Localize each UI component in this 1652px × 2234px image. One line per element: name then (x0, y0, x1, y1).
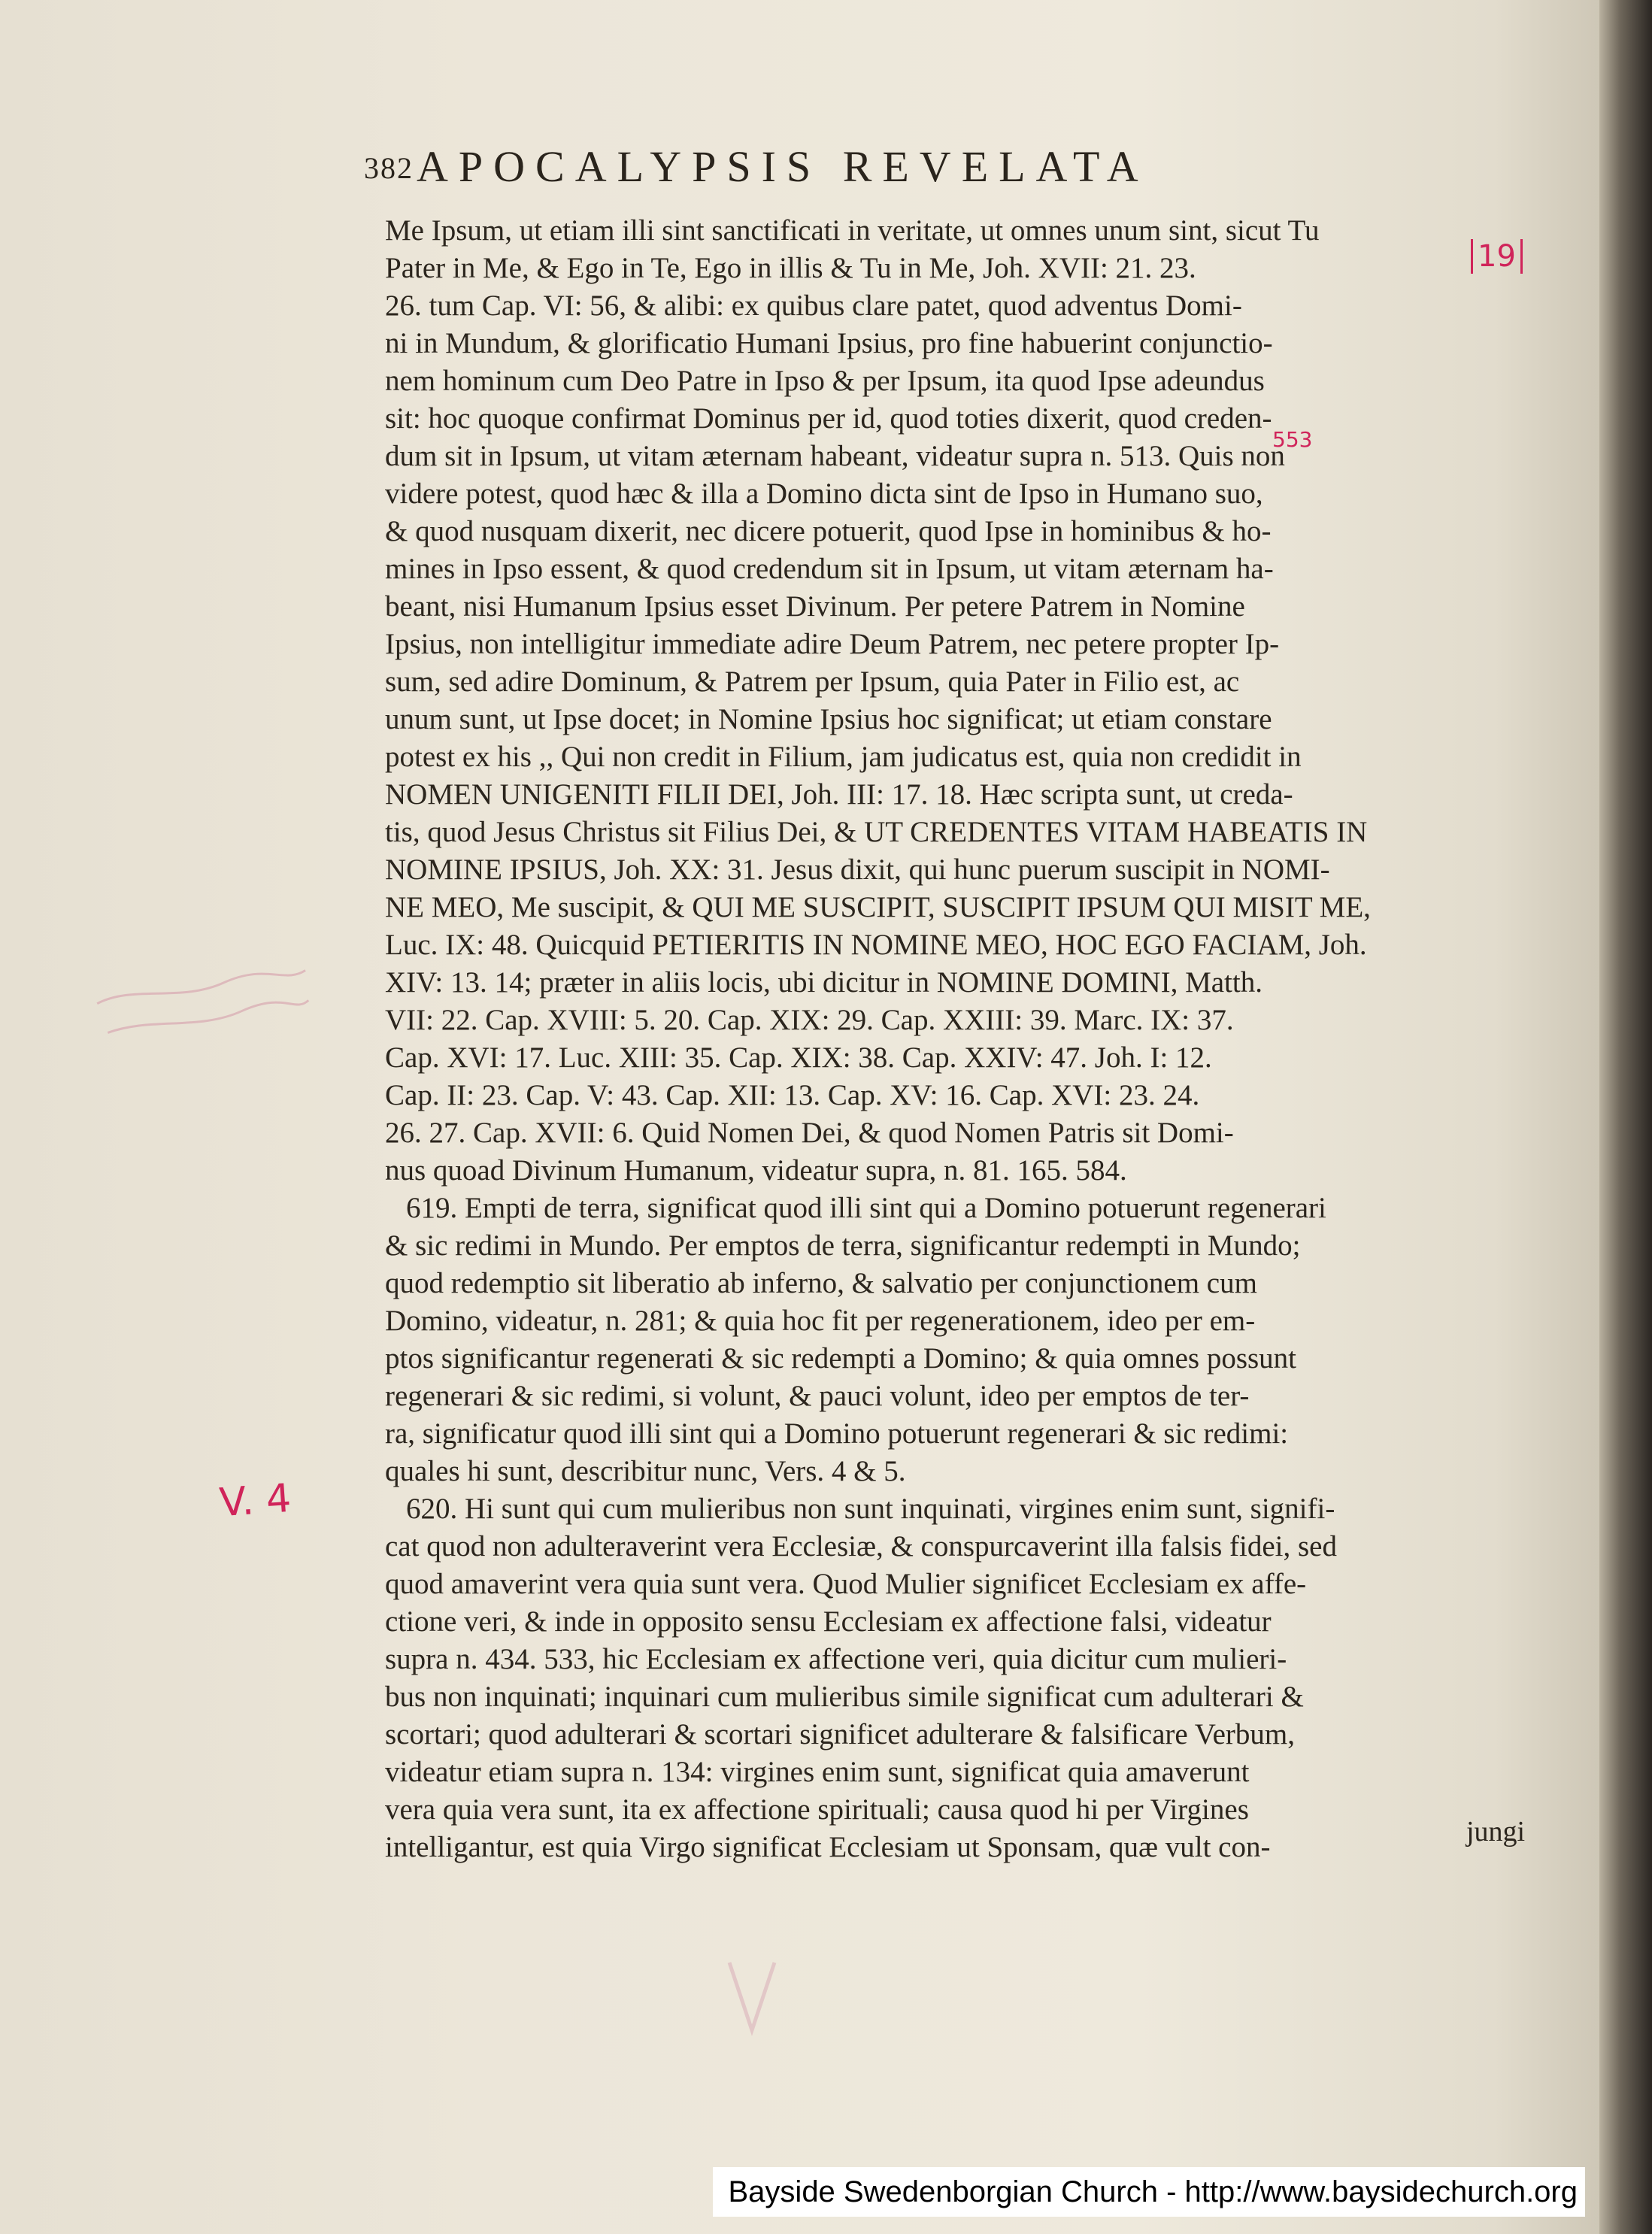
text-line: VII: 22. Cap. XVIII: 5. 20. Cap. XIX: 29. Cap. XXIII: 39. Marc. IX: 37. (385, 1004, 1234, 1036)
text-line: 619. Empti de terra, significat quod illi sint qui a Domino potuerunt regenerari (406, 1192, 1326, 1224)
text-line: Cap. II: 23. Cap. V: 43. Cap. XII: 13. Cap. XV: 16. Cap. XVI: 23. 24. (385, 1079, 1200, 1111)
text-line: Cap. XVI: 17. Luc. XIII: 35. Cap. XIX: 38. Cap. XXIV: 47. Joh. I: 12. (385, 1041, 1212, 1074)
text-line: potest ex his ,, Qui non credit in Filium, jam judicatus est, quia non credidit in (385, 741, 1302, 773)
text-line: sit: hoc quoque confirmat Dominus per id, quod toties dixerit, quod creden- (385, 402, 1272, 435)
verse-annotation: V. 4 (218, 1475, 293, 1526)
text-line: Pater in Me, & Ego in Te, Ego in illis & Tu in Me, Joh. XVII: 21. 23. (385, 252, 1196, 284)
running-title: APOCALYPSIS REVELATA (417, 142, 1149, 191)
text-line: NOMEN UNIGENITI FILII DEI, Joh. III: 17. 18. Hæc scripta sunt, ut creda- (385, 778, 1293, 811)
page-number: 382 (364, 151, 414, 185)
text-line: vera quia vera sunt, ita ex affectione spirituali; causa quod hi per Virgines (385, 1793, 1249, 1826)
margin-annotation-number: 19 (1471, 239, 1523, 274)
text-line: beant, nisi Humanum Ipsius esset Divinum. Per petere Patrem in Nomine (385, 590, 1245, 623)
text-line: Luc. IX: 48. Quicquid PETIERITIS IN NOMINE MEO, HOC EGO FACIAM, Joh. (385, 929, 1367, 961)
text-line: mines in Ipso essent, & quod credendum sit in Ipsum, ut vitam æternam ha- (385, 553, 1274, 585)
text-line: intelligantur, est quia Virgo significat Ecclesiam ut Sponsam, quæ vult con- (385, 1831, 1271, 1863)
text-line: quales hi sunt, describitur nunc, Vers. 4 & 5. (385, 1455, 906, 1487)
text-line: cat quod non adulteraverint vera Ecclesiæ, & conspurcaverint illa falsis fidei, sed (385, 1530, 1337, 1563)
text-line: supra n. 434. 533, hic Ecclesiam ex affectione veri, quia dicitur cum mulieri- (385, 1643, 1287, 1675)
catchword: jungi (1466, 1816, 1526, 1848)
text-line: Me Ipsum, ut etiam illi sint sanctificati in veritate, ut omnes unum sint, sicut Tu (385, 214, 1320, 247)
text-line: unum sunt, ut Ipse docet; in Nomine Ipsius hoc significat; ut etiam constare (385, 703, 1272, 735)
text-line: scortari; quod adulterari & scortari significet adulterare & falsificare Verbum, (385, 1718, 1295, 1751)
text-line: nem hominum cum Deo Patre in Ipso & per Ipsum, ita quod Ipse adeundus (385, 365, 1265, 397)
text-line: Ipsius, non intelligitur immediate adire Deum Patrem, nec petere propter Ip- (385, 628, 1280, 660)
text-line: Domino, videatur, n. 281; & quia hoc fit per regenerationem, ideo per em- (385, 1305, 1256, 1337)
text-line: ni in Mundum, & glorificatio Humani Ipsius, pro fine habuerint conjunctio- (385, 327, 1273, 359)
text-line: regenerari & sic redimi, si volunt, & pauci volunt, ideo per emptos de ter- (385, 1380, 1250, 1412)
text-line: videre potest, quod hæc & illa a Domino dicta sint de Ipso in Humano suo, (385, 477, 1263, 510)
text-line: ptos significantur regenerati & sic redempti a Domino; & quia omnes possunt (385, 1342, 1297, 1375)
text-line: tis, quod Jesus Christus sit Filius Dei, & UT CREDENTES VITAM HABEATIS IN (385, 816, 1368, 848)
text-line: quod amaverint vera quia sunt vera. Quod Mulier significet Ecclesiam ex affe- (385, 1568, 1307, 1600)
text-line: NOMINE IPSIUS, Joh. XX: 31. Jesus dixit, qui hunc puerum suscipit in NOMI- (385, 853, 1330, 886)
text-line: ra, significatur quod illi sint qui a Domino potuerunt regenerari & sic redimi: (385, 1417, 1289, 1450)
faded-v-mark (722, 1955, 782, 2054)
faded-margin-scribble (87, 959, 319, 1050)
text-line: 620. Hi sunt qui cum mulieribus non sunt inquinati, virgines enim sunt, signifi- (406, 1493, 1335, 1525)
text-line: & quod nusquam dixerit, nec dicere potuerit, quod Ipse in hominibus & ho- (385, 515, 1272, 547)
text-line: NE MEO, Me suscipit, & QUI ME SUSCIPIT, SUSCIPIT IPSUM QUI MISIT ME, (385, 891, 1371, 923)
text-line: sum, sed adire Dominum, & Patrem per Ipsum, quia Pater in Filio est, ac (385, 665, 1240, 698)
text-line: quod redemptio sit liberatio ab inferno, & salvatio per conjunctionem cum (385, 1267, 1257, 1299)
text-line: videatur etiam supra n. 134: virgines enim sunt, significat quia amaverunt (385, 1756, 1250, 1788)
text-line: dum sit in Ipsum, ut vitam æternam habeant, videatur supra n. 513. Quis non (385, 440, 1285, 472)
text-line: bus non inquinati; inquinari cum mulieribus simile significat cum adulterari & (385, 1681, 1304, 1713)
text-line: 26. 27. Cap. XVII: 6. Quid Nomen Dei, & quod Nomen Patris sit Domi- (385, 1117, 1234, 1149)
text-line: & sic redimi in Mundo. Per emptos de terra, significantur redempti in Mundo; (385, 1229, 1301, 1262)
interlinear-annotation-number: 553 (1272, 427, 1313, 452)
text-line: 26. tum Cap. VI: 56, & alibi: ex quibus clare patet, quod adventus Domi- (385, 289, 1242, 322)
text-line: nus quoad Divinum Humanum, videatur supra, n. 81. 165. 584. (385, 1154, 1127, 1187)
book-gutter (1599, 0, 1652, 2234)
body-text (385, 212, 1505, 1866)
page-header (364, 141, 1469, 194)
source-watermark: Bayside Swedenborgian Church - http://www.baysidechurch.org (713, 2167, 1585, 2217)
text-line: XIV: 13. 14; præter in aliis locis, ubi dicitur in NOMINE DOMINI, Matth. (385, 966, 1262, 999)
text-line: ctione veri, & inde in opposito sensu Ecclesiam ex affectione falsi, videatur (385, 1605, 1272, 1638)
